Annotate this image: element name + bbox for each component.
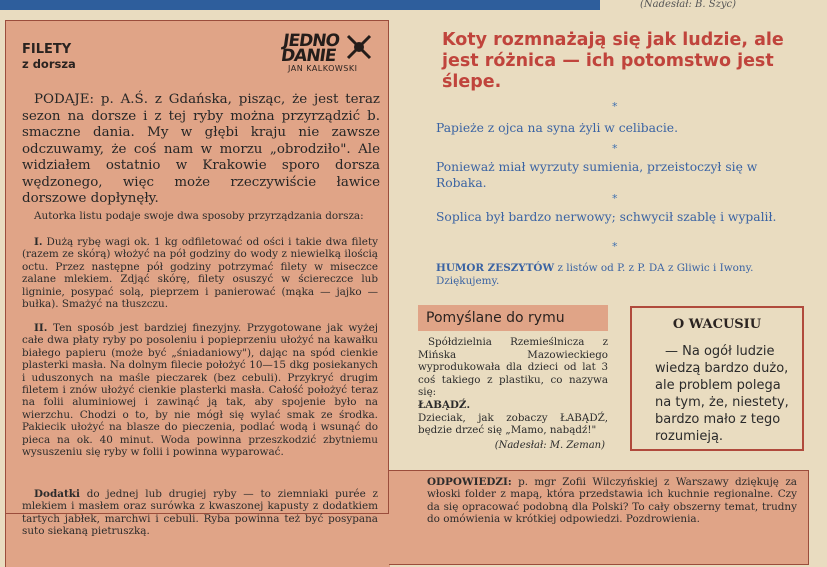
rhyme-text-2: Dzieciak, jak zobaczy ŁABĄDŹ, będzie drzeć się „Mamo, nabądź!" [418,411,608,437]
rhyme-text: Spółdzielnia Rzemieślnicza z Mińska Mazowieckiego wyprodukowała dla dzieci od lat 3 coś takiego z plastiku, co nazywa się: [418,336,608,399]
top-right-credit: (Nadesłał: B. Szyc) [640,0,737,10]
star-divider: * [612,192,618,205]
wacus-text: — Na ogół ludzie wiedzą bardzo dużo, ale problem polega na tym, że, niestety, bardzo mało z tego rozumieją. [655,344,789,444]
humor-line-2: Ponieważ miał wyrzuty sumienia, przeistoczył się w Robaka. [436,160,758,190]
recipe-method-2 [22,322,378,458]
star-divider: * [612,240,618,253]
method-1-text: Dużą rybę wagi ok. 1 kg odfiletować od ości i takie dwa filety (razem ze skórą) włożyć na pół godziny do wody z niewielką ilością octu. Przez następne pół godziny potrzymać filety w miseczce zalane mlekiem. Zdjąć skórę, filety osuszyć w ściereczce lub ligninie, posypać solą, pieprzem i panierować (mąka — jajko — bułka). Smażyć na tłuszczu. [22,236,378,311]
recipe-lead-paragraph: PODAJE: p. A.Ś. z Gdańska, pisząc, że jest teraz sezon na dorsze i z tej ryby można przyrządzić b. smaczne dania. My w głębi kraju nie zawsze odczuwamy, że coś nam w morzu „obrodziło". Ale widziałem ostatnio w Krakowie sporo dorsza wędzonego, więc może rzeczywiście ławice dorszowe dopłynęły. [22,92,380,206]
answers-label: ODPOWIEDZI: [427,476,512,488]
crossed-cutlery-icon [344,32,374,62]
recipe-intro: Autorka listu podaje swoje dwa sposoby przyrządzania dorsza: [34,210,364,222]
logo-author: JAN KALKOWSKI [288,64,358,73]
humor-line-3: Soplica był bardzo nerwowy; schwycił szablę i wypalił. [436,210,777,224]
extras-label: Dodatki [34,488,80,500]
star-divider: * [612,100,618,113]
top-blue-strip [0,0,600,10]
logo-word [279,31,341,66]
rhyme-header: Pomyślane do rymu [418,305,608,331]
recipe-title-sub: z dorsza [22,57,76,71]
credit-text: z listów od P. z P. DA z Gliwic i Iwony. Dziękujemy. [436,262,754,287]
recipe-extras [22,488,378,538]
jedno-danie-logo [279,31,382,73]
method-1-label: I. [34,236,43,248]
recipe-title [22,42,76,72]
recipe-method-1 [22,236,378,310]
answers-text [427,476,797,526]
recipe-title-main: FILETY [22,42,72,57]
credit-title: HUMOR ZESZYTÓW [436,262,555,274]
humor-line-1: Papieże z ojca na syna żyli w celibacie. [436,121,678,135]
method-2-text: Ten sposób jest bardziej finezyjny. Przygotowane jak wyżej całe dwa płaty ryby po posoleniu i popieprzeniu ułożyć na kawałku białego papieru (może być „śniadaniowy"), dając na spód cienkie plasterki masła. Na dolnym filecie położyć 10—15 dkg posiekanych i uduszonych na maśle pieczarek (bez cebuli). Przykryć drugim filetem i znów ułożyć cienkie plasterki masła. Całość położyć teraz na folii aluminiowej i zawinąć ją tak, aby spojenie było na wierzchu. Chodzi o to, by nie mógł się wylać smak ze środka. Pakiecik ułożyć na blasze do pieczenia, podlać wodą i wsunąć do pieca na ok. 40 minut. Woda powinna przeszkodzić zbytniemu wysuszeniu się ryby w folii i powinna wyparować. [22,322,378,459]
rhyme-word: ŁABĄDŹ. [418,398,471,411]
star-divider: * [612,142,618,155]
answers-body: p. mgr Zofii Wilczyńskiej z Warszawy dziękuję za włoski folder z mapą, która przedstawia ich kuchnie regionalne. Czy da się opracować podobną dla Polski? To cały obszerny temat, trudny do omówienia w krótkiej odpowiedzi. Pozdrowienia. [427,476,797,526]
humor-headline: Koty rozmnażają się jak ludzie, ale jest różnica — ich potomstwo jest ślepe. [442,30,784,92]
humor-credit [436,262,796,288]
extras-text: do jednej lub drugiej ryby — to ziemniaki purée z mlekiem i masłem oraz surówka z kwaszonej kapusty z dodatkiem tartych jabłek, marchwi i cebuli. Ryba powinna też być posypana suto siekaną pietruszką. [22,488,378,538]
rhyme-body [418,336,608,437]
rhyme-signature: (Nadesłał: M. Zeman) [494,440,605,451]
wacus-title: O WACUSIU [672,317,762,332]
method-2-label: II. [34,322,48,334]
logo-word-1: JEDNO [281,31,341,51]
logo-word-2: DANIE [279,46,337,66]
